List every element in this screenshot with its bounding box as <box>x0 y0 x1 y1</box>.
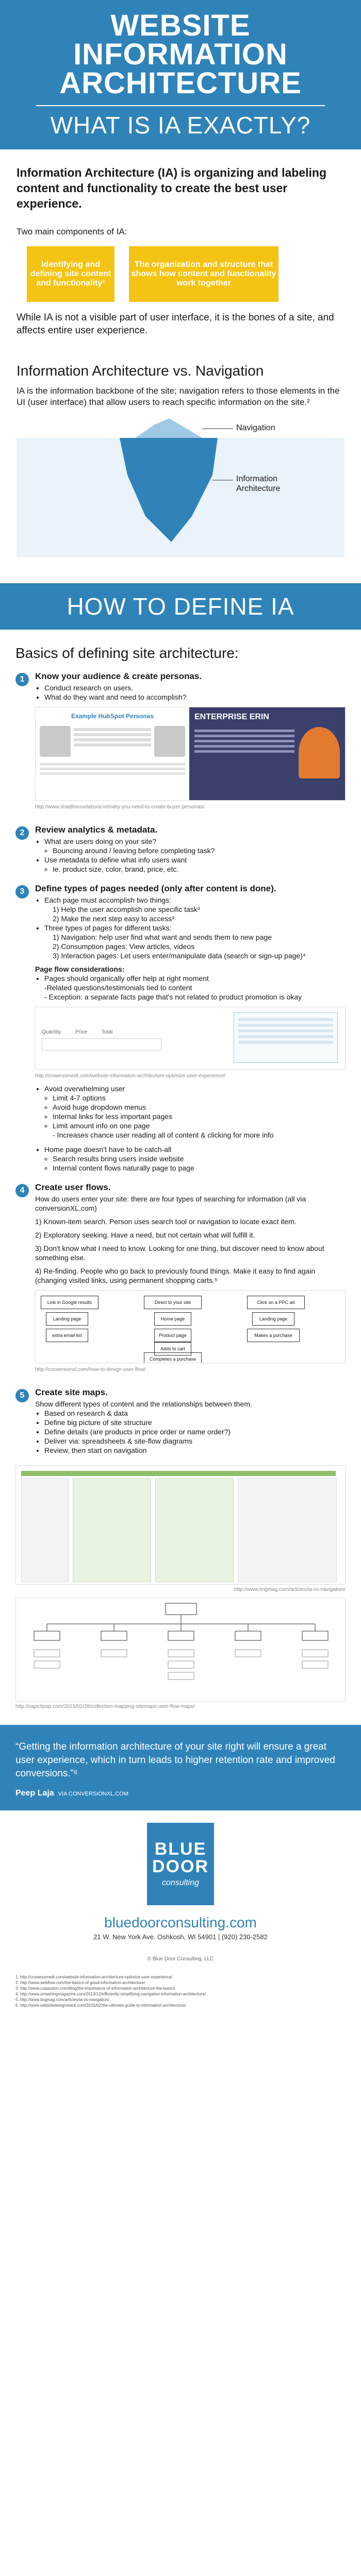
ia-definition: Information Architecture (IA) is organizing and labeling content and functionality to create the best user experience. <box>17 166 327 210</box>
list-item: ◦ Avoid huge dropdown menus <box>53 1103 346 1112</box>
reference-item[interactable]: 2. http://www.webflow.com/the-basics-of-good-information-architecture/ <box>15 1980 145 1985</box>
ia-bones-text: While IA is not a visible part of user interface, it is the bones of a site, and affects entire user experience. <box>17 312 334 336</box>
footer <box>0 1810 361 1967</box>
list-item: • What are users doing on your site? <box>44 837 346 846</box>
list-item: • Define details (are products in price order or name order?) <box>44 1427 346 1436</box>
navigation-label: Navigation <box>236 423 275 432</box>
step-1 <box>15 672 346 815</box>
list-item: • Review, then start on navigation <box>44 1446 346 1455</box>
basics-section <box>0 630 361 1709</box>
list-item: • Home page doesn't have to be catch-all <box>44 1145 346 1154</box>
list-item: ◦ Limit 4-7 options <box>53 1093 346 1103</box>
flow-node: Click on a PPC ad <box>247 1296 305 1309</box>
sitemap-diagram-image <box>15 1598 346 1702</box>
personas-image <box>35 707 346 801</box>
cart-total-label: Total <box>102 1029 113 1035</box>
list-item: • Pages should organically offer help at right moment <box>44 974 346 983</box>
sitemap-tree-icon <box>16 1598 345 1701</box>
list-item: • Use metadata to define what info users want <box>44 855 346 865</box>
step-number: 4 <box>15 1184 29 1197</box>
components-boxes <box>27 246 334 302</box>
step-4 <box>15 1183 346 1378</box>
section-text: IA is the information backbone of the site; navigation refers to those elements in the UI (user interface) that allow users to reach specific information on the site.² <box>17 386 340 407</box>
iceberg-icon <box>17 413 344 557</box>
step-5 <box>15 1388 346 1455</box>
how-banner <box>0 583 361 630</box>
list-item: ◦ Internal links for less important pages <box>53 1112 346 1121</box>
image-caption: http://crowessmedt.com/website-information-architecture-optimize-user-experience/ <box>35 1073 226 1079</box>
quote-author: Peep Laja VIA CONVERSIONXL.COM <box>15 1789 129 1798</box>
list-item: - Increases chance user reading all of content & clicking for more info <box>53 1131 274 1139</box>
flow-node: Direct to your site <box>144 1296 202 1309</box>
list-item: • Deliver via: spreadsheets & site-flow diagrams <box>44 1436 346 1446</box>
list-item: • Three types of pages for different tasks: <box>44 923 346 933</box>
step-intro: Show different types of content and the relationships between them. <box>35 1400 252 1408</box>
reference-item[interactable]: 6. http://www.websitedesignstack.com/2015/02/the-ultimate-guide-to-information-architecture/ <box>15 2003 186 2008</box>
step-number: 2 <box>15 826 29 840</box>
flow-type-4: 4) Re-finding. People who go back to previously found things. Make it easy to find again (changing visited links, using permanent shopping carts.⁵ <box>35 1267 316 1284</box>
flow-node: Product page <box>154 1329 191 1342</box>
component-box-1: Identifying and defining site content and functionality¹ <box>27 246 114 302</box>
list-item: ◦ Bouncing around / leaving before completing task? <box>53 846 346 855</box>
flow-node: Completes a purchase <box>144 1352 202 1363</box>
cart-example-image <box>35 1007 346 1070</box>
flow-node: Adds to cart <box>154 1342 191 1355</box>
flow-type-3: 3) Don't know what I need to know. Looking for one thing, but discover need to know about something else. <box>35 1244 324 1262</box>
flow-type-1: 1) Known-item search. Person uses search tool or navigation to locate exact item. <box>35 1217 297 1226</box>
page-title: WEBSITE INFORMATION ARCHITECTURE <box>59 9 302 100</box>
list-item: • What do they want and need to accomplish? <box>44 692 346 702</box>
basics-title: Basics of defining site architecture: <box>15 645 239 661</box>
step-number: 5 <box>15 1389 29 1402</box>
step-number: 3 <box>15 885 29 899</box>
step-3 <box>15 884 346 1173</box>
intro-section <box>0 149 361 342</box>
flow-node: Home page <box>154 1312 191 1326</box>
divider <box>36 105 325 106</box>
page-flow-title: Page flow considerations: <box>35 965 125 973</box>
how-title: HOW TO DEFINE IA <box>67 593 294 620</box>
persona-photo <box>299 727 340 778</box>
cart-qty-label: Quantity <box>42 1029 61 1035</box>
step-title: Define types of pages needed (only after content is done). <box>35 884 276 893</box>
cart-price-label: Price <box>75 1029 88 1035</box>
copyright: © Blue Door Consulting, LLC <box>147 1956 214 1962</box>
section-title: Information Architecture vs. Navigation <box>17 363 264 379</box>
quote-text: “Getting the information architecture of your site right will ensure a great user experience, which in turn leads to higher retention rate and improved conversions.”⁶ <box>15 1741 335 1779</box>
avatar <box>40 726 71 757</box>
step-title: Know your audience & create personas. <box>35 671 202 681</box>
blue-door-logo: BLUE DOOR consulting <box>147 1823 214 1905</box>
list-item: 2) Consumption pages: View articles, videos <box>53 942 195 951</box>
list-item: 1) Help the user accomplish one specific task³ <box>53 905 200 913</box>
step-title: Create site maps. <box>35 1387 108 1397</box>
step-title: Review analytics & metadata. <box>35 825 158 835</box>
step-2 <box>15 825 346 874</box>
reference-item[interactable]: 3. http://www.uxpassion.com/blog/the-importance-of-information-architecture-the-basics <box>15 1986 175 1991</box>
flow-node: extra email list <box>46 1329 88 1342</box>
reference-item[interactable]: 4. http://www.smashingmagazine.com/2013/12/efficiently-simplifying-navigation-information-architecture/ <box>15 1992 206 1996</box>
image-caption: http://www.tingmag.com/articles/ia-vs-navigation/ <box>234 1587 346 1592</box>
reference-item[interactable]: 1. http://crowessmedt.com/website-information-architecture-optimize-user-experience/ <box>15 1975 173 1979</box>
list-item: • Avoid overwhelming user <box>44 1084 346 1093</box>
quote-source: VIA CONVERSIONXL.COM <box>58 1791 129 1797</box>
list-item: • Based on research & data <box>44 1409 346 1418</box>
list-item: ◦ Ie. product size, color, brand, price, etc. <box>53 865 346 874</box>
list-item: ◦ Search results bring users inside website <box>53 1154 346 1163</box>
address: 21 W. New York Ave. Oshkosh, WI 54901 | (920) 230-2582 <box>93 1933 268 1941</box>
reference-item[interactable]: 5. http://www.tingmag.com/articles/ia-vs-navigation/ <box>15 1997 109 2002</box>
list-item: • Define big picture of site structure <box>44 1418 346 1427</box>
flow-node: Makes a purchase <box>247 1329 300 1342</box>
sitemap-spreadsheet-image <box>15 1465 346 1585</box>
flow-type-2: 2) Exploratory seeking. Have a need, but not certain what will fulfill it. <box>35 1231 255 1239</box>
flow-node: Landing page <box>46 1312 88 1326</box>
components-label: Two main components of IA: <box>17 227 127 236</box>
page-subtitle: WHAT IS IA EXACTLY? <box>50 112 311 139</box>
iceberg-illustration <box>17 413 344 557</box>
website-link[interactable]: bluedoorconsulting.com <box>104 1914 257 1930</box>
ia-vs-navigation-section <box>0 342 361 563</box>
list-item: 3) Interaction pages: Let users enter/manipulate data (search or sign-up page)⁴ <box>53 952 306 960</box>
step-intro: How do users enter your site: there are four types of searching for information (all via conversionXL.com) <box>35 1195 306 1212</box>
component-box-2: The organization and structure that shows how content and functionality work together <box>129 246 278 302</box>
flow-node: Link in Google results <box>41 1296 99 1309</box>
list-item: 1) Navigation: help user find what want and sends them to new page <box>53 933 272 941</box>
list-item: -Related questions/testimonials tied to content <box>44 984 192 992</box>
personas-right-title: ENTERPRISE ERIN <box>194 713 269 721</box>
ia-label: Information Architecture <box>236 474 281 493</box>
step-title: Create user flows. <box>35 1182 111 1192</box>
flow-node: Landing page <box>252 1312 294 1326</box>
image-caption: http://www.shadihouselabora.net/why-you-need-to-create-buyer-personas/ <box>35 804 205 810</box>
quote-block <box>0 1725 361 1810</box>
personas-left-title: Example HubSpot Personas <box>71 713 154 720</box>
list-item: - Exception: a separate facts page that's not related to product promotion is okay <box>44 993 302 1001</box>
image-caption: http://conversionxl.com/how-to-design-user-flow/ <box>35 1367 146 1372</box>
user-flow-diagram <box>35 1290 346 1363</box>
references <box>0 1967 361 2019</box>
list-item: ◦ Internal content flows naturally page to page <box>53 1163 346 1173</box>
image-caption: http://sapiclipop.com/2015/01/28/collection-mapping-sitemaps-user-flow-maps/ <box>15 1704 195 1709</box>
header-banner <box>0 0 361 149</box>
list-item: • Conduct research on users. <box>44 683 346 692</box>
list-item: • Each page must accomplish two things: <box>44 895 346 905</box>
step-number: 1 <box>15 673 29 686</box>
avatar <box>154 726 185 757</box>
list-item: 2) Make the next step easy to access³ <box>53 914 174 923</box>
list-item: ◦ Limit amount info on one page <box>53 1121 346 1130</box>
